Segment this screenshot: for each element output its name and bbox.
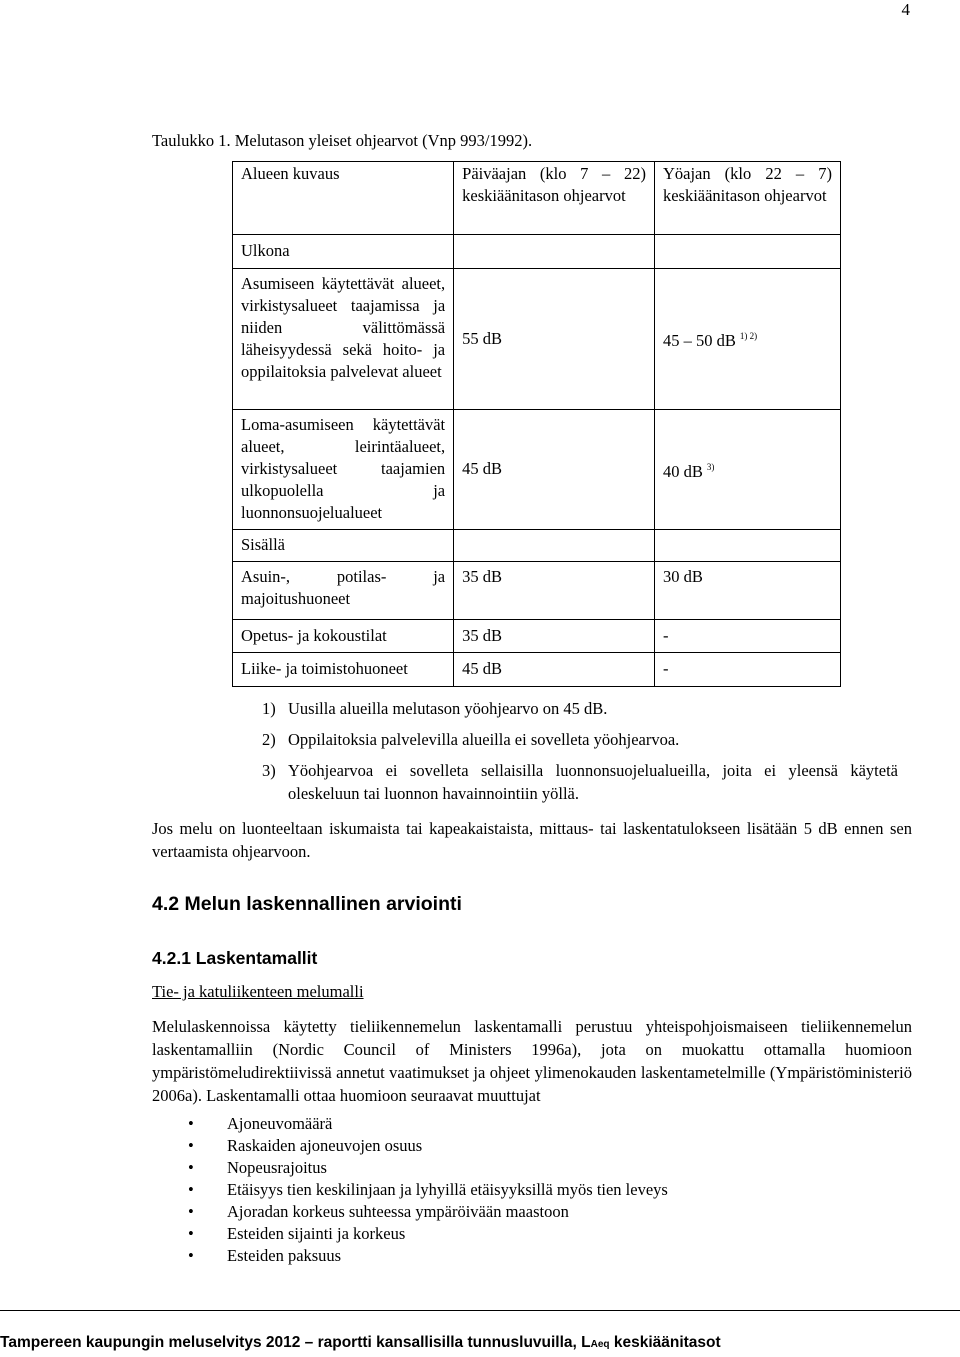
footnote-ref: 1) 2): [739, 331, 758, 341]
table-row: [233, 269, 841, 410]
table-row: [233, 410, 841, 530]
footer-subscript: Aeq: [590, 1339, 610, 1350]
header-daytime: Päiväajan (klo 7 – 22) keskiäänitason ohjearvot: [454, 162, 655, 235]
night-value-text: 40 dB: [662, 461, 703, 481]
footnote-number: 3): [262, 761, 276, 780]
bullet-icon: •: [188, 1158, 194, 1177]
list-item-text: Esteiden sijainti ja korkeus: [227, 1224, 406, 1243]
list-item-text: Ajoradan korkeus suhteessa ympäröivään maastoon: [227, 1202, 569, 1221]
row-description: Asuin-, potilas- ja majoitushuoneet: [233, 562, 454, 620]
list-item-text: Raskaiden ajoneuvojen osuus: [227, 1136, 423, 1155]
night-value-text: 45 – 50 dB: [662, 331, 736, 350]
footnote: [262, 728, 898, 751]
row-day-value: 45 dB: [454, 410, 655, 530]
row-night-value: -: [654, 620, 840, 653]
bullet-icon: •: [188, 1224, 194, 1243]
list-item: [180, 1201, 668, 1223]
list-item-text: Ajoneuvomäärä: [227, 1114, 333, 1133]
table-section-row: [233, 235, 841, 269]
row-description: Loma-asumiseen käytettävät alueet, leirintäalueet, virkistysalueet taajamien ulkopuolella ja luonnonsuojelualueet: [233, 410, 454, 530]
footer-tail: keskiäänitasot: [609, 1334, 721, 1351]
row-description: Liike- ja toimistohuoneet: [233, 653, 454, 687]
footnote-text: Oppilaitoksia palvelevilla alueilla ei sovelleta yöohjearvoa.: [288, 730, 680, 749]
list-item-text: Etäisyys tien keskilinjaan ja lyhyillä etäisyyksillä myös tien leveys: [227, 1180, 668, 1199]
row-night-value: -: [654, 653, 840, 687]
footnote-text: Uusilla alueilla melutason yöohjearvo on 45 dB.: [288, 699, 608, 718]
bullet-icon: •: [188, 1114, 194, 1133]
footnote-text: Yöohjearvoa ei sovelleta sellaisilla luonnonsuojelualueilla, joita ei yleensä käytetä oleskeluun tai luonnon havainnointiin yöllä.: [288, 761, 898, 803]
row-night-value: [654, 269, 840, 410]
subsection-heading: 4.2.1 Laskentamallit: [152, 948, 318, 968]
table-section-row: [233, 530, 841, 562]
page-number: 4: [901, 0, 910, 19]
table-row: [233, 620, 841, 653]
table-caption: Taulukko 1. Melutason yleiset ohjearvot (Vnp 993/1992).: [152, 131, 533, 150]
footnote-number: 2): [262, 730, 276, 749]
row-description: Opetus- ja kokoustilat: [233, 620, 454, 653]
section-outdoors: Ulkona: [233, 235, 454, 269]
impulse-noise-paragraph: Jos melu on luonteeltaan iskumaista tai kapeakaistaista, mittaus- tai laskentatulokseen lisätään 5 dB ennen sen vertaamista ohjearvoon.: [152, 819, 912, 861]
footnote-number: 1): [262, 699, 276, 718]
row-day-value: 55 dB: [454, 269, 655, 410]
list-item: [180, 1113, 668, 1135]
bullet-icon: •: [188, 1180, 194, 1199]
list-item-text: Esteiden paksuus: [227, 1246, 342, 1265]
page-footer: [0, 1334, 721, 1352]
model-subheading: Tie- ja katuliikenteen melumalli: [152, 982, 364, 1001]
row-day-value: 45 dB: [454, 653, 655, 687]
table-footnotes: [262, 697, 898, 813]
list-item-text: Nopeusrajoitus: [227, 1158, 327, 1177]
header-area-description: Alueen kuvaus: [233, 162, 454, 235]
bullet-icon: •: [188, 1202, 194, 1221]
table-row: [233, 653, 841, 687]
footnote-ref: 3): [706, 461, 715, 472]
footer-text: Tampereen kaupungin meluselvitys 2012 – raportti kansallisilla tunnusluvuilla, L: [0, 1334, 591, 1351]
bullet-icon: •: [188, 1246, 194, 1265]
noise-guideline-table: [232, 161, 841, 687]
row-night-value: 30 dB: [654, 562, 840, 620]
list-item: [180, 1245, 668, 1267]
row-description: Asumiseen käytettävät alueet, virkistysalueet taajamissa ja niiden välittömässä läheisyydessä sekä hoito- ja oppilaitoksia palvelevat alueet: [233, 269, 454, 410]
list-item: [180, 1135, 668, 1157]
header-nighttime: Yöajan (klo 22 – 7) keskiäänitason ohjearvot: [654, 162, 840, 235]
row-night-value: [654, 410, 840, 530]
table-header-row: [233, 162, 841, 235]
list-item: [180, 1157, 668, 1179]
row-day-value: 35 dB: [454, 562, 655, 620]
bullet-icon: •: [188, 1136, 194, 1155]
row-day-value: 35 dB: [454, 620, 655, 653]
footnote: [262, 697, 898, 720]
footnote: [262, 759, 898, 805]
list-item: [180, 1223, 668, 1245]
footer-divider: [0, 1310, 960, 1311]
section-heading: 4.2 Melun laskennallinen arviointi: [152, 893, 462, 915]
model-paragraph: Melulaskennoissa käytetty tieliikennemelun laskentamalli perustuu yhteispohjoismaiseen tieliikennemelun laskentamalliin (Nordic Council of Ministers 1996a), jota on muokattu ottamalla huomioon ympäristömeludirektiivissä annetut vaatimukset ja ohjeet ylimenokauden laskentametelmille (Ympäristöministeriö 2006a). Laskentamalli ottaa huomioon seuraavat muuttujat: [152, 1017, 912, 1105]
variable-list: [180, 1113, 668, 1267]
list-item: [180, 1179, 668, 1201]
table-row: [233, 562, 841, 620]
section-indoors: Sisällä: [233, 530, 454, 562]
